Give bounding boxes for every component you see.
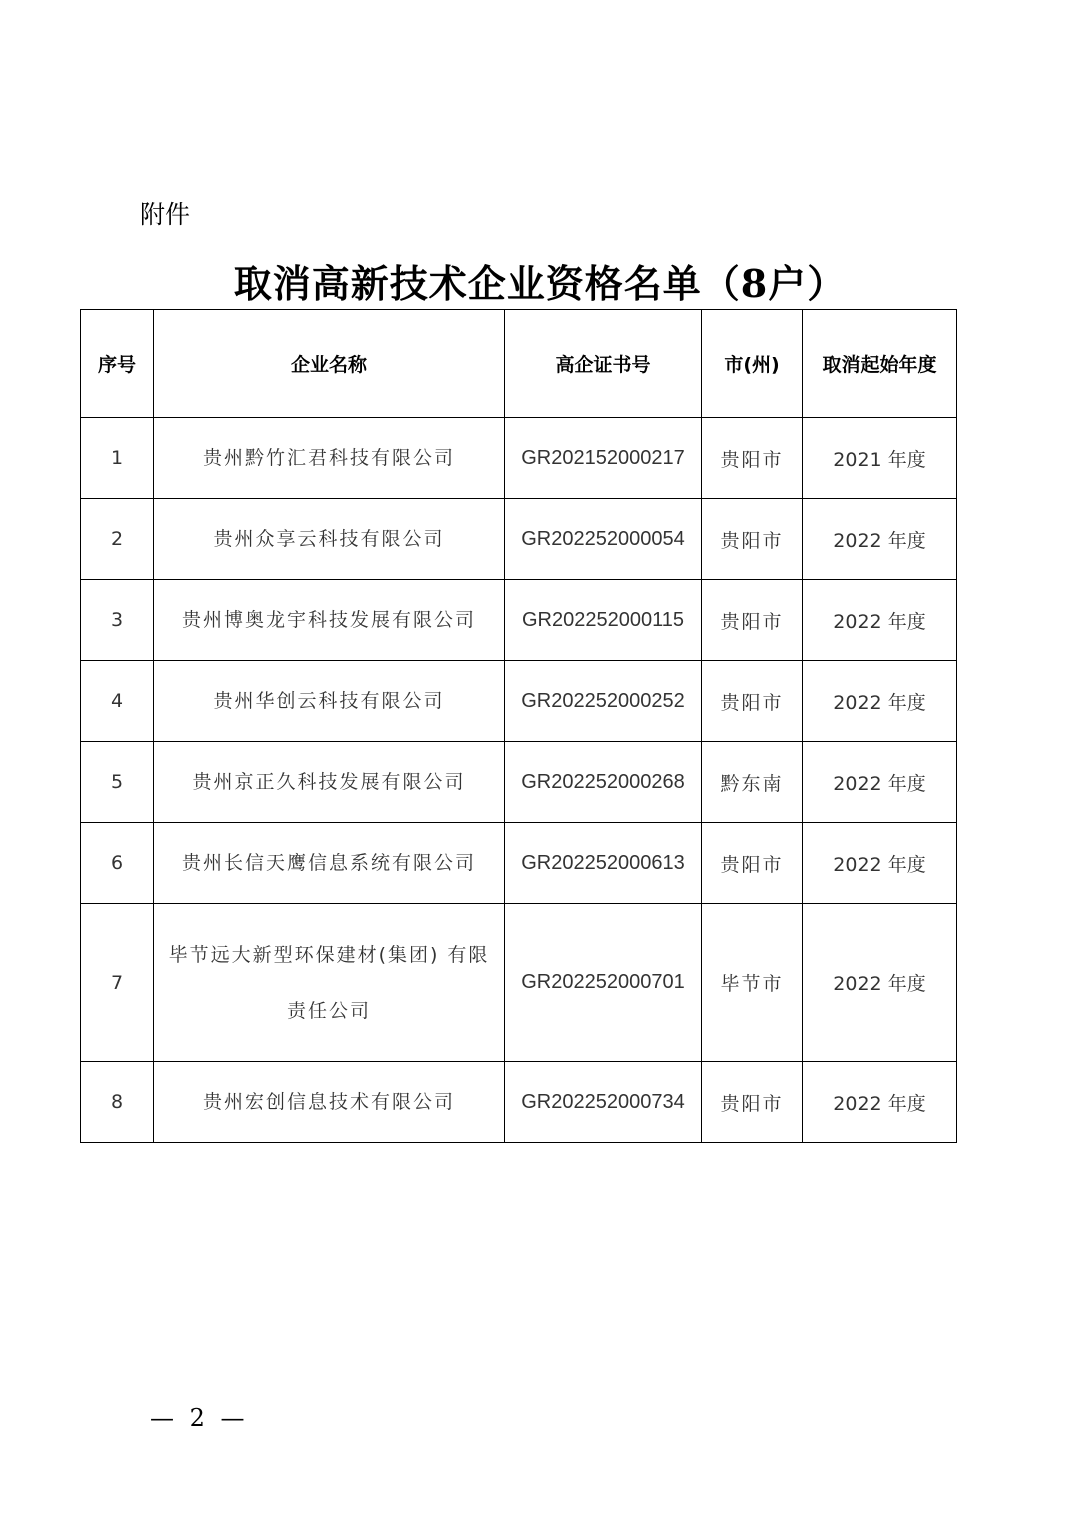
row-cert: GR202252000054 — [505, 499, 702, 580]
table-row — [81, 418, 957, 499]
row-year: 2022 年度 — [803, 661, 957, 742]
page-number: — 2 — — [150, 1404, 249, 1432]
row-cert: GR202252000613 — [505, 823, 702, 904]
row-city: 贵阳市 — [702, 661, 803, 742]
row-company: 贵州众享云科技有限公司 — [154, 499, 505, 580]
row-no: 8 — [81, 1062, 154, 1143]
row-year: 2022 年度 — [803, 823, 957, 904]
row-year: 2022 年度 — [803, 904, 957, 1062]
row-company: 贵州京正久科技发展有限公司 — [154, 742, 505, 823]
row-year: 2022 年度 — [803, 742, 957, 823]
row-year: 2022 年度 — [803, 1062, 957, 1143]
row-no: 5 — [81, 742, 154, 823]
table-row — [81, 1062, 957, 1143]
header-city: 市(州) — [702, 310, 803, 418]
row-company: 毕节远大新型环保建材(集团) 有限责任公司 — [154, 904, 505, 1062]
table-row — [81, 499, 957, 580]
table-row — [81, 580, 957, 661]
header-company: 企业名称 — [154, 310, 505, 418]
row-no: 7 — [81, 904, 154, 1062]
row-company: 贵州黔竹汇君科技有限公司 — [154, 418, 505, 499]
row-city: 黔东南 — [702, 742, 803, 823]
row-company: 贵州华创云科技有限公司 — [154, 661, 505, 742]
attachment-label: 附件 — [140, 200, 191, 229]
row-year: 2022 年度 — [803, 580, 957, 661]
table-row — [81, 823, 957, 904]
row-city: 贵阳市 — [702, 580, 803, 661]
table-header-row — [81, 310, 957, 418]
header-no: 序号 — [81, 310, 154, 418]
row-company: 贵州博奥龙宇科技发展有限公司 — [154, 580, 505, 661]
row-cert: GR202252000701 — [505, 904, 702, 1062]
row-city: 贵阳市 — [702, 1062, 803, 1143]
row-city: 毕节市 — [702, 904, 803, 1062]
header-cert: 高企证书号 — [505, 310, 702, 418]
row-no: 3 — [81, 580, 154, 661]
row-city: 贵阳市 — [702, 499, 803, 580]
table-row — [81, 661, 957, 742]
row-no: 4 — [81, 661, 154, 742]
revocation-list-table — [80, 309, 957, 1143]
row-company: 贵州长信天鹰信息系统有限公司 — [154, 823, 505, 904]
row-cert: GR202152000217 — [505, 418, 702, 499]
row-year: 2022 年度 — [803, 499, 957, 580]
row-no: 1 — [81, 418, 154, 499]
row-company: 贵州宏创信息技术有限公司 — [154, 1062, 505, 1143]
row-city: 贵阳市 — [702, 823, 803, 904]
row-no: 6 — [81, 823, 154, 904]
document-title: 取消高新技术企业资格名单（8户） — [233, 261, 847, 306]
table-row — [81, 904, 957, 1062]
header-year: 取消起始年度 — [803, 310, 957, 418]
row-no: 2 — [81, 499, 154, 580]
row-cert: GR202252000734 — [505, 1062, 702, 1143]
row-cert: GR202252000115 — [505, 580, 702, 661]
row-year: 2021 年度 — [803, 418, 957, 499]
row-cert: GR202252000252 — [505, 661, 702, 742]
row-city: 贵阳市 — [702, 418, 803, 499]
row-cert: GR202252000268 — [505, 742, 702, 823]
table-row — [81, 742, 957, 823]
